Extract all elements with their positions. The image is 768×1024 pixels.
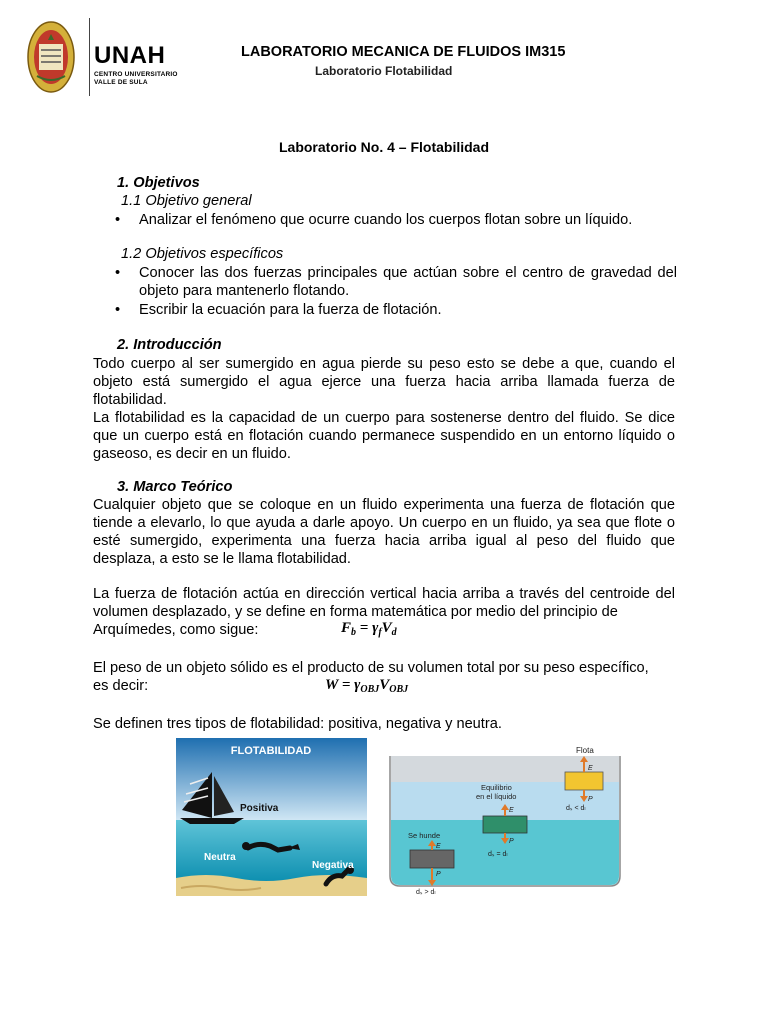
label-neutra: Neutra xyxy=(204,852,236,863)
buoyancy-illustration xyxy=(176,738,367,896)
theory-paragraph-3: El peso de un objeto sólido es el producto de su volumen total por su peso específico, xyxy=(93,660,649,676)
general-objective-item: Analizar el fenómeno que ocurre cuando los cuerpos flotan sobre un líquido. xyxy=(139,212,633,228)
specific-objectives-heading: 1.2 Objetivos específicos xyxy=(121,246,284,262)
introduction-paragraph-1: Todo cuerpo al ser sumergido en agua pierde su peso esto se debe a que, cuando el objeto está sumergido el agua ejerce una fuerza hacia arriba llamada fuerza de flotabilidad. xyxy=(93,356,675,408)
condition-equilibrio: dₛ = dₗ xyxy=(488,851,508,858)
weight-equation: $W = \gamma_{OBJ}V_{OBJ}$ xyxy=(325,677,409,695)
brand-name: UNAH xyxy=(94,42,166,69)
brand-subtitle xyxy=(94,71,178,87)
university-seal-logo xyxy=(27,20,75,94)
theory-paragraph-3-last-line: es decir: xyxy=(93,678,149,694)
header-title: LABORATORIO MECANICA DE FLUIDOS IM315 xyxy=(241,44,566,60)
theory-paragraph-4: Se definen tres tipos de flotabilidad: positiva, negativa y neutra. xyxy=(93,716,502,732)
condition-hunde: dₛ > dₗ xyxy=(416,889,436,896)
section-1-heading: 1. Objetivos xyxy=(117,175,200,191)
label-p-flota: P xyxy=(588,796,593,803)
header-subtitle: Laboratorio Flotabilidad xyxy=(315,64,453,78)
label-flota: Flota xyxy=(576,746,594,755)
label-p-equilibrio: P xyxy=(509,838,514,845)
label-positiva: Positiva xyxy=(240,803,279,814)
brand-subtitle-line2: VALLE DE SULA xyxy=(94,79,148,86)
label-e-flota: E xyxy=(588,765,593,772)
specific-objective-item-2: Escribir la ecuación para la fuerza de flotación. xyxy=(139,302,442,318)
header-divider xyxy=(89,18,90,96)
label-equilibrio-1: Equilibrio xyxy=(481,783,512,792)
theory-paragraph-2: La fuerza de flotación actúa en dirección vertical hacia arriba a través del centroide del volumen desplazado, y se define en forma matemática por medio del principio de xyxy=(93,586,675,620)
condition-flota: dₛ < dₗ xyxy=(566,805,586,812)
bullet: • xyxy=(115,265,121,281)
floating-conditions-diagram xyxy=(388,742,622,896)
bullet: • xyxy=(115,302,121,318)
theory-paragraph-2-last-line: Arquímedes, como sigue: xyxy=(93,622,259,638)
label-p-hunde: P xyxy=(436,871,441,878)
section-2-heading: 2. Introducción xyxy=(117,337,222,353)
label-se-hunde: Se hunde xyxy=(408,831,441,840)
label-e-hunde: E xyxy=(436,843,441,850)
buoyant-force-equation: $F_b = \gamma_fV_d$ xyxy=(341,620,397,638)
specific-objective-item-1: Conocer las dos fuerzas principales que actúan sobre el centro de gravedad del objeto para mantenerlo flotando. xyxy=(139,265,677,299)
theory-paragraph-1: Cualquier objeto que se coloque en un fluido experimenta una fuerza de flotación que tiende a elevarlo, lo que ayuda a darle apoyo. Un cuerpo en un fluido, ya sea que flote o esté sumergido, experimenta una fuerza hacia arriba igual al peso del fluido que desplaza, a esto se le llama flotabilidad. xyxy=(93,497,675,567)
label-negativa: Negativa xyxy=(312,860,354,871)
label-equilibrio-2: en el líquido xyxy=(476,792,517,801)
label-e-equilibrio: E xyxy=(509,807,514,814)
figure-title: FLOTABILIDAD xyxy=(230,745,312,757)
document-title: Laboratorio No. 4 – Flotabilidad xyxy=(278,139,489,155)
general-objective-heading: 1.1 Objetivo general xyxy=(121,193,252,209)
introduction-text xyxy=(93,355,675,463)
brand-subtitle-line1: CENTRO UNIVERSITARIO xyxy=(94,71,178,78)
introduction-paragraph-2: La flotabilidad es la capacidad de un cuerpo para sostenerse dentro del fluido. Se dice que un cuerpo está en flotación cuando permanece suspendido en un entorno líquido o gaseoso, es decir en un fluido. xyxy=(93,410,675,462)
bullet: • xyxy=(115,212,121,228)
section-3-heading: 3. Marco Teórico xyxy=(117,479,233,495)
